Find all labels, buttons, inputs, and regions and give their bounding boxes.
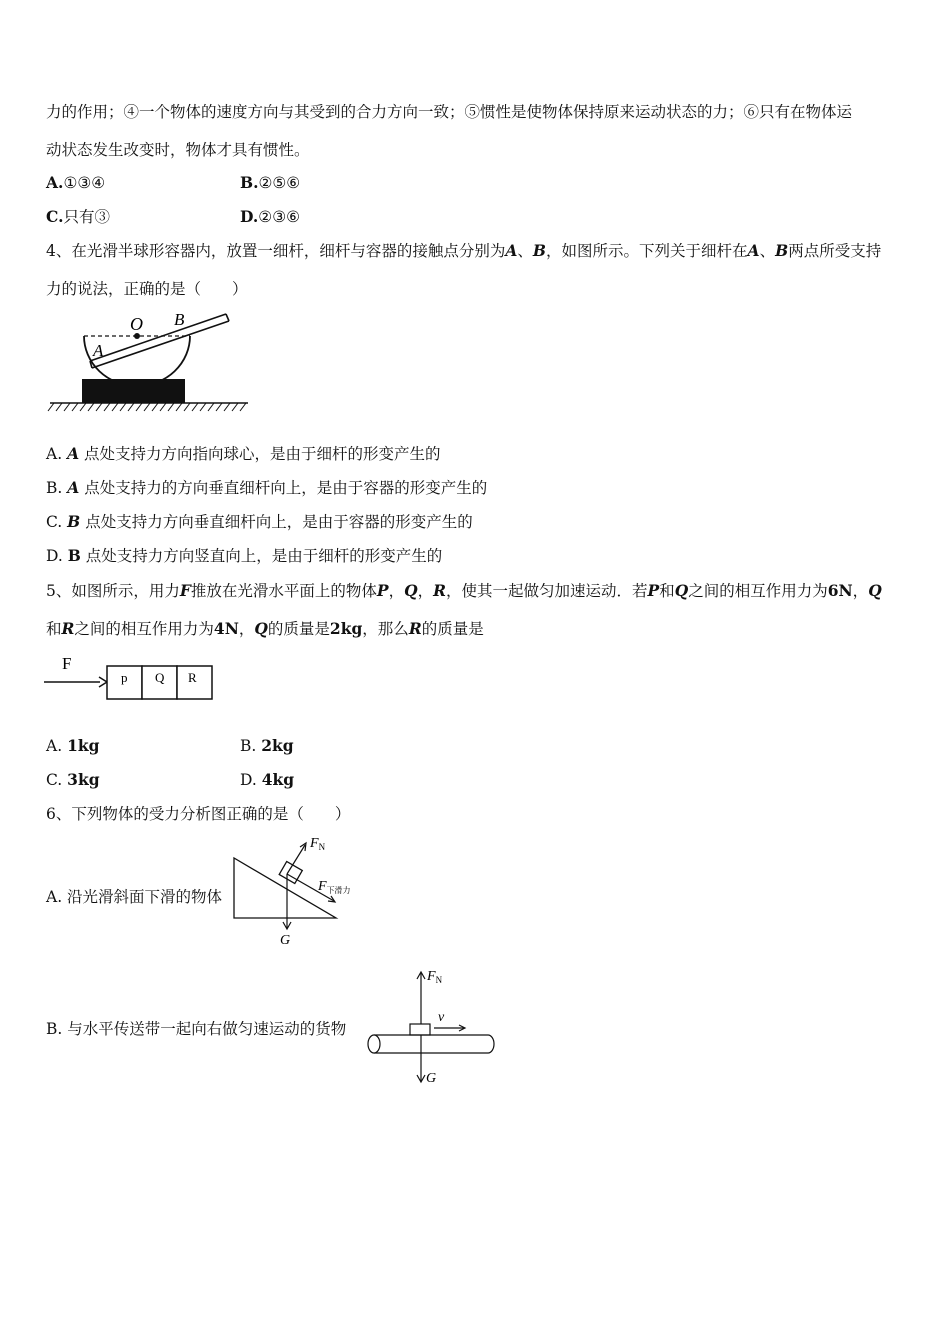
text: 和 bbox=[659, 582, 675, 600]
text: 4、在光滑半球形容器内，放置一细杆，细杆与容器的接触点分别为 bbox=[46, 242, 506, 260]
option-text: 点处支持力的方向垂直细杆向上，是由于容器的形变产生的 bbox=[79, 479, 488, 497]
var: B bbox=[67, 546, 81, 565]
var: Q bbox=[868, 581, 882, 600]
option-text: 点处支持力方向竖直向上，是由于细杆的形变产生的 bbox=[80, 547, 443, 565]
label-fn bbox=[309, 836, 326, 852]
label-v: v bbox=[438, 1010, 445, 1025]
var: R bbox=[433, 581, 446, 600]
value: 2kg bbox=[329, 619, 363, 638]
q5-option-a bbox=[46, 735, 99, 757]
label-A: A bbox=[93, 341, 104, 360]
text: 、 bbox=[517, 242, 533, 260]
q5-stem-line-1 bbox=[46, 580, 882, 602]
q5-option-c bbox=[46, 769, 100, 791]
option-label: A. bbox=[46, 173, 64, 192]
q3-option-a bbox=[46, 172, 105, 194]
text: 两点所受支持 bbox=[788, 242, 882, 260]
option-text: 点处支持力方向垂直细杆向上，是由于容器的形变产生的 bbox=[80, 513, 473, 531]
q5-option-b bbox=[240, 735, 294, 757]
label-g: G bbox=[280, 933, 291, 948]
text: 之间的相互作用力为 bbox=[688, 582, 828, 600]
option-label: D. bbox=[46, 547, 68, 565]
q3-option-c bbox=[46, 206, 110, 228]
text: 5、如图所示，用力 bbox=[46, 582, 180, 600]
option-text: ②③⑥ bbox=[258, 208, 300, 226]
var: Q bbox=[254, 619, 268, 638]
fn-subscript: N bbox=[318, 842, 326, 852]
f-subscript: 下滑力 bbox=[326, 886, 351, 895]
q4-option-c bbox=[46, 511, 473, 533]
value: 4N bbox=[213, 619, 239, 638]
var: B bbox=[67, 512, 81, 531]
option-label: A. bbox=[46, 445, 68, 463]
label-f bbox=[317, 879, 351, 895]
text: ，使其一起做匀加速运动．若 bbox=[446, 582, 648, 600]
normal-force-arrowhead bbox=[300, 843, 306, 851]
var: F bbox=[179, 581, 191, 600]
option-label: C. bbox=[46, 771, 68, 789]
ground-hatching bbox=[48, 403, 246, 411]
option-label: D. bbox=[240, 771, 262, 789]
base-block bbox=[82, 379, 185, 403]
var: A bbox=[505, 241, 518, 260]
label-r: R bbox=[188, 670, 197, 685]
option-text: ②⑤⑥ bbox=[258, 174, 301, 192]
option-value: 2kg bbox=[261, 736, 294, 755]
q6-incline-figure bbox=[230, 832, 365, 950]
text: 和 bbox=[46, 620, 62, 638]
q5-stem-line-2 bbox=[46, 618, 484, 640]
var: Q bbox=[404, 581, 418, 600]
text: 之间的相互作用力为 bbox=[74, 620, 214, 638]
conveyor-belt bbox=[368, 1035, 494, 1053]
label-q: Q bbox=[155, 670, 165, 685]
q6-option-a: A. 沿光滑斜面下滑的物体 bbox=[46, 888, 223, 906]
label-O: O bbox=[130, 314, 143, 334]
var: A bbox=[747, 241, 760, 260]
text: 的质量是 bbox=[267, 620, 330, 638]
var: P bbox=[376, 581, 389, 600]
q6-option-b: B. 与水平传送带一起向右做匀速运动的货物 bbox=[46, 1020, 347, 1038]
intro-line-2: 动状态发生改变时，物体才具有惯性。 bbox=[46, 141, 310, 159]
var: P bbox=[647, 581, 660, 600]
q5-blocks-figure bbox=[44, 651, 219, 701]
text: ，如图所示。下列关于细杆在 bbox=[546, 242, 748, 260]
var: R bbox=[61, 619, 75, 638]
option-label: B. bbox=[240, 737, 262, 755]
q6-stem: 6、下列物体的受力分析图正确的是（ ） bbox=[46, 805, 351, 823]
q6-conveyor-figure bbox=[362, 964, 502, 1088]
fn-main: F bbox=[427, 969, 436, 984]
text: ，那么 bbox=[362, 620, 409, 638]
option-label: D. bbox=[240, 207, 259, 226]
q4-option-d bbox=[46, 545, 442, 567]
text: 的质量是 bbox=[421, 620, 484, 638]
q3-option-d bbox=[240, 206, 300, 228]
label-p: p bbox=[121, 670, 128, 685]
intro-line-1: 力的作用；④一个物体的速度方向与其受到的合力方向一致；⑤惯性是使物体保持原来运动状态的力；⑥只有在物体运 bbox=[46, 103, 853, 121]
option-value: 1kg bbox=[67, 736, 100, 755]
f-main: F bbox=[318, 879, 327, 894]
text: ， bbox=[417, 582, 434, 600]
q4-option-a bbox=[46, 443, 441, 465]
label-B: B bbox=[174, 310, 185, 329]
text: 、 bbox=[759, 242, 776, 260]
option-text: 点处支持力方向指向球心，是由于细杆的形变产生的 bbox=[79, 445, 441, 463]
label-fn bbox=[426, 969, 443, 985]
q4-hemisphere-figure bbox=[46, 306, 256, 418]
option-text: 只有③ bbox=[63, 208, 110, 226]
force-arrow-head bbox=[99, 677, 107, 687]
option-value: 4kg bbox=[261, 770, 295, 789]
q5-option-d bbox=[240, 769, 294, 791]
cargo-box bbox=[410, 1024, 430, 1035]
label-F: F bbox=[62, 654, 72, 673]
text: 推放在光滑水平面上的物体 bbox=[190, 582, 377, 600]
value: 6N bbox=[827, 581, 853, 600]
var: A bbox=[67, 478, 80, 497]
option-label: B. bbox=[240, 173, 259, 192]
var: B bbox=[775, 241, 789, 260]
option-text: ①③④ bbox=[63, 174, 106, 192]
text: ， bbox=[238, 620, 255, 638]
var: A bbox=[67, 444, 80, 463]
text: ， bbox=[388, 582, 405, 600]
q4-option-b bbox=[46, 477, 487, 499]
label-g: G bbox=[426, 1071, 437, 1086]
fn-subscript: N bbox=[435, 975, 443, 985]
option-value: 3kg bbox=[67, 770, 100, 789]
option-label: B. bbox=[46, 479, 68, 497]
option-label: C. bbox=[46, 513, 68, 531]
var: Q bbox=[674, 581, 689, 600]
option-label: A. bbox=[46, 737, 68, 755]
fn-main: F bbox=[310, 836, 319, 851]
q4-stem-line-1 bbox=[46, 240, 881, 262]
var: R bbox=[408, 619, 422, 638]
text: ， bbox=[852, 582, 869, 600]
option-label: C. bbox=[46, 207, 64, 226]
q3-option-b bbox=[240, 172, 300, 194]
var: B bbox=[532, 241, 547, 260]
q4-stem-line-2: 力的说法，正确的是（ ） bbox=[46, 280, 248, 298]
